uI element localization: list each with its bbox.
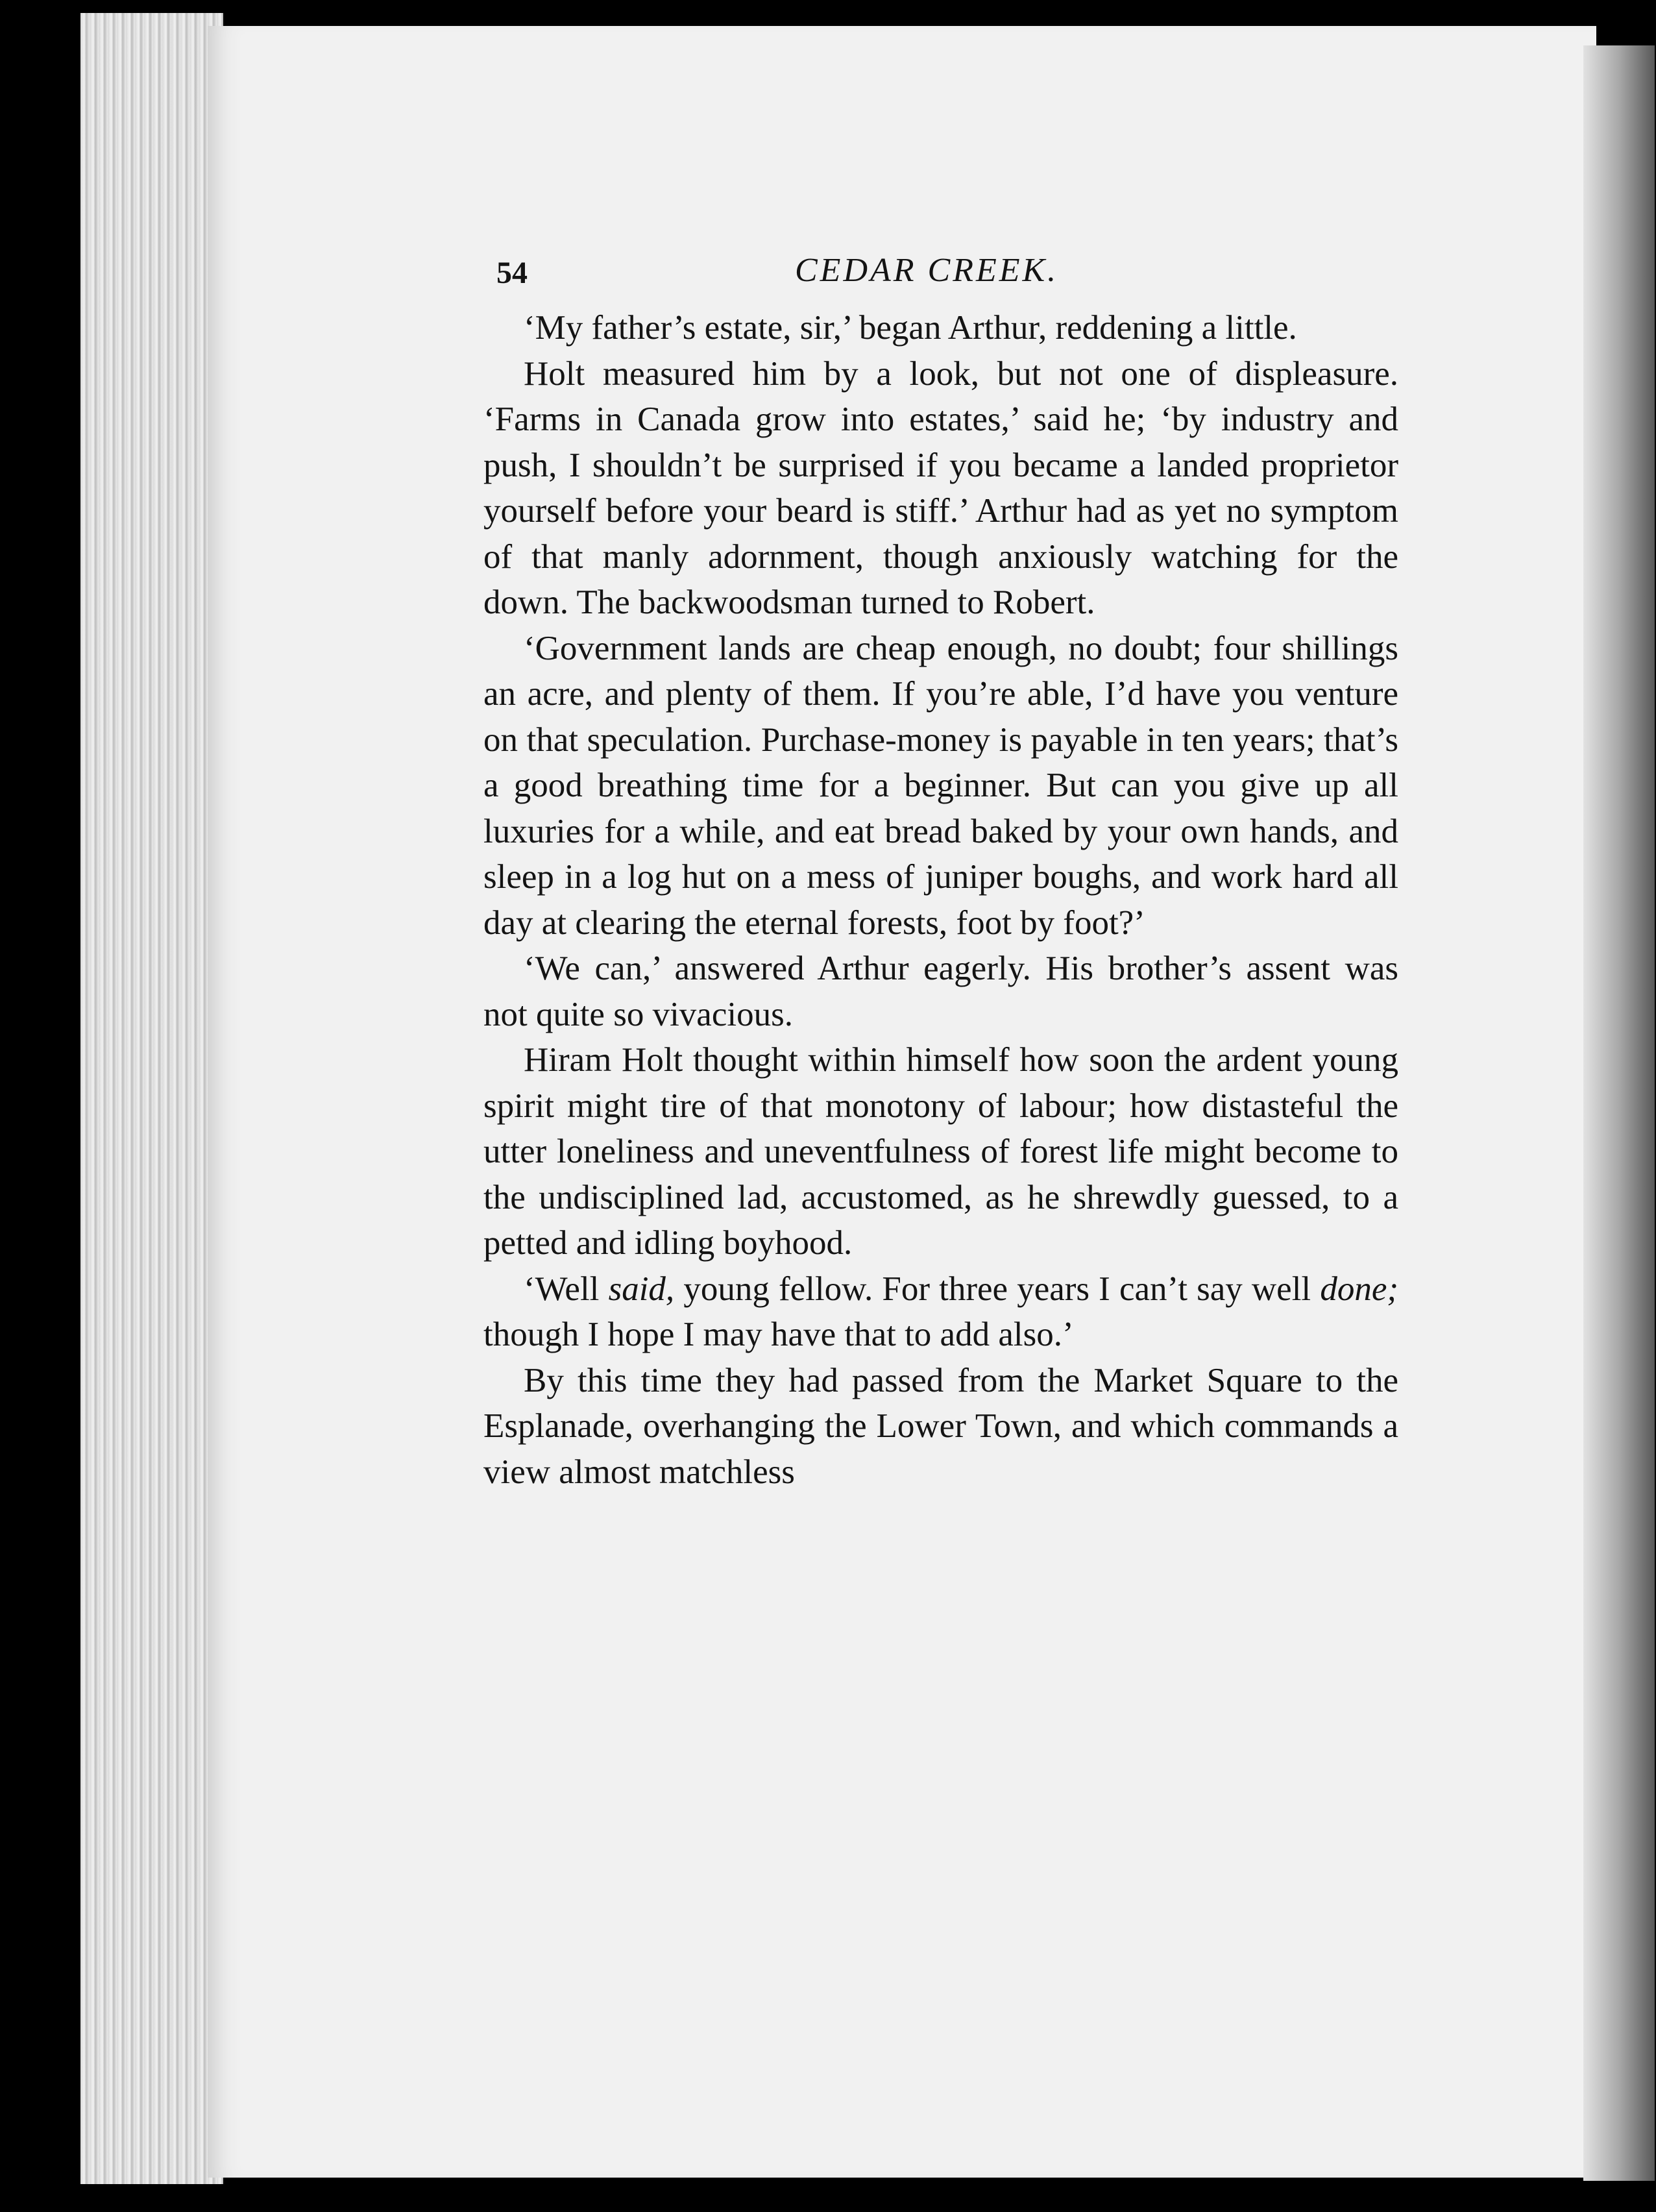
paragraph-6-end: though I hope I may have that to add also.’: [483, 1316, 1074, 1353]
paragraph-3: ‘Government lands are cheap enough, no doubt; four shillings an acre, and plenty of them. If you’re able, I’d have you venture on that speculation. Purchase-money is payable in ten years; that’s a good breathing time for a beginner. But can you give up all luxuries for a while, and eat bread baked by your own hands, and sleep in a log hut on a mess of juniper boughs, and work hard all day at clearing the eternal forests, foot by foot?’: [483, 629, 1398, 942]
italic-done: done;: [1320, 1270, 1398, 1308]
gutter-shadow: [1583, 45, 1655, 2181]
paragraph-7: By this time they had passed from the Market Square to the Esplanade, overhanging the Lower Town, and which commands a view almost matchless: [483, 1361, 1398, 1491]
page-number: 54: [496, 256, 528, 290]
paragraph-2: Holt measured him by a look, but not one of displeasure. ‘Farms in Canada grow into estates,’ said he; ‘by industry and push, I shouldn’t be surprised if you became a landed proprietor yourself before your beard is stiff.’ Arthur had as yet no symptom of that manly adornment, though anxiously watching for the down. The backwoodsman turned to Robert.: [483, 354, 1398, 621]
paragraph-6: [483, 1266, 1398, 1358]
running-head: [483, 247, 1398, 305]
paragraph-1: ‘My father’s estate, sir,’ began Arthur, reddening a little.: [524, 309, 1297, 347]
paragraph-5: Hiram Holt thought within himself how soon the ardent young spirit might tire of that monotony of labour; how distasteful the utter loneliness and uneventfulness of forest life might become to the undisciplined lad, accustomed, as he shrewdly guessed, to a petted and idling boyhood.: [483, 1041, 1398, 1262]
running-title: CEDAR CREEK.: [795, 252, 1059, 289]
paragraph-6-start: ‘Well: [524, 1270, 609, 1308]
paragraph-4: ‘We can,’ answered Arthur eagerly. His brother’s assent was not quite so vivacious.: [483, 950, 1398, 1033]
page-edges: [80, 13, 223, 2184]
text-block: [483, 247, 1398, 1495]
paragraph-6-middle: young fellow. For three years I can’t say well: [674, 1270, 1321, 1308]
italic-said: said,: [608, 1270, 675, 1308]
